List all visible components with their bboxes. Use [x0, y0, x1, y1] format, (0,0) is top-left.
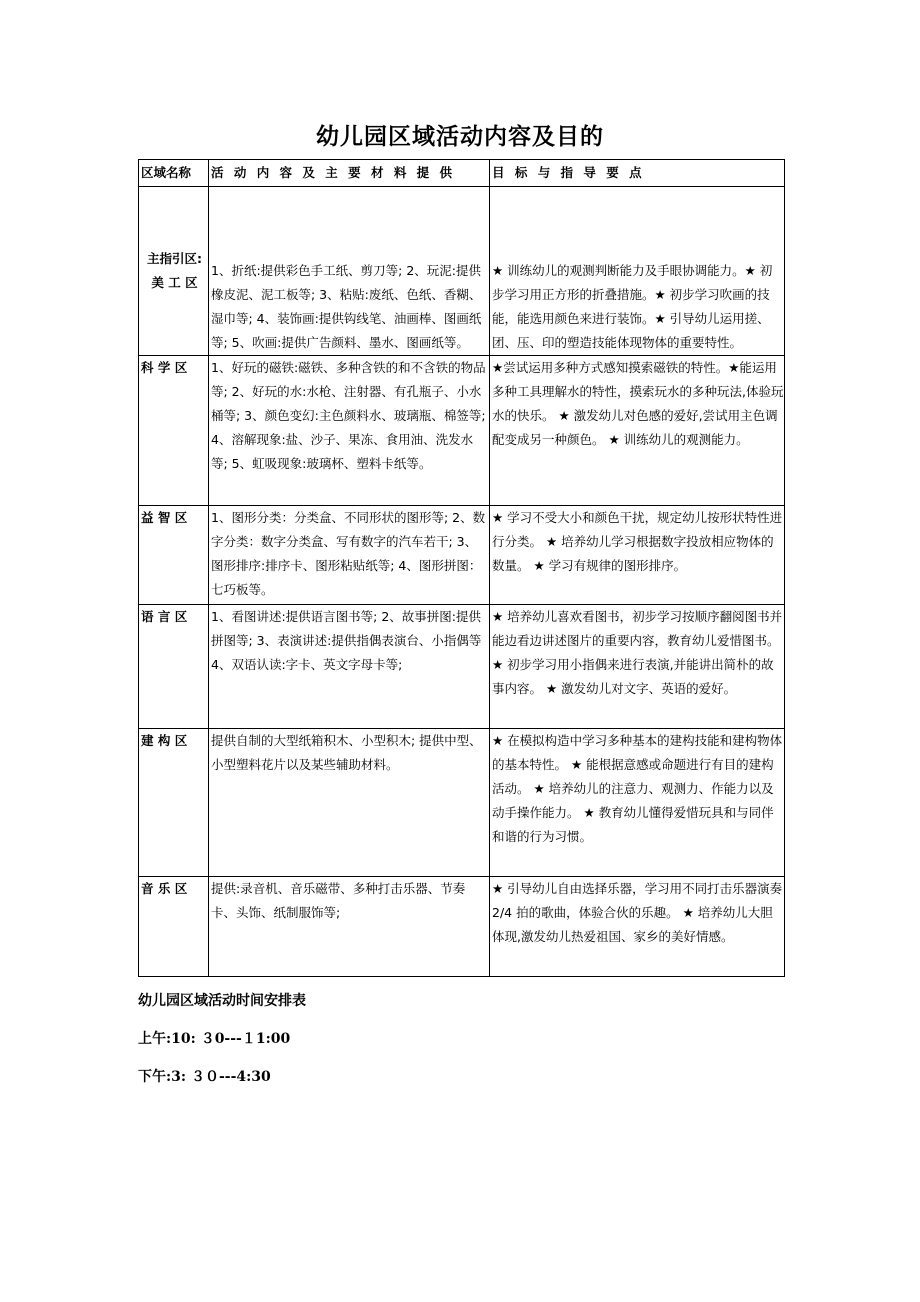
schedule-morning: 上午:10: ３0---１1:00 [138, 1031, 291, 1047]
goals-cell: ★ 学习不受大小和颜色干扰，规定幼儿按形状特性进行分类。 ★ 培养幼儿学习根据数字投放相应物体的数量。 ★ 学习有规律的图形排序。 [490, 506, 785, 605]
table-row [139, 506, 785, 605]
content-cell: 1、折纸:提供彩色手工纸、剪刀等; 2、玩泥:提供橡皮泥、泥工板等; 3、粘贴:废纸、色纸、香糊、湿巾等; 4、装饰画:提供钩线笔、油画棒、图画纸等; 5、吹画:提供广告颜料、墨水、图画纸等。 [209, 187, 490, 356]
header-content: 活 动 内 容 及 主 要 材 料 提 供 [209, 160, 490, 187]
goals-cell: ★ 引导幼儿自由选择乐器，学习用不同打击乐器演奏 2/4 拍的歌曲，体验合伙的乐趣。 ★ 培养幼儿大胆体现,激发幼儿热爱祖国、家乡的美好情感。 [490, 877, 785, 977]
table-row [139, 877, 785, 977]
zone-name-cell: 科 学 区 [139, 356, 209, 506]
table-row [139, 729, 785, 877]
zone-name-cell: 建 构 区 [139, 729, 209, 877]
zone-name-cell: 音 乐 区 [139, 877, 209, 977]
table-row [139, 605, 785, 729]
goals-cell: ★ 培养幼儿喜欢看图书，初步学习按顺序翻阅图书并能边看边讲述图片的重要内容，教育幼儿爱惜图书。 ★ 初步学习用小指偶来进行表演,并能讲出简朴的故事内容。 ★ 激发幼儿对文字、英语的爱好。 [490, 605, 785, 729]
content-cell: 1、看图讲述:提供语言图书等; 2、故事拼图:提供拼图等; 3、表演讲述:提供指偶表演台、小指偶等 4、双语认读:字卡、英文字母卡等; [209, 605, 490, 729]
goals-cell: ★尝试运用多种方式感知摸索磁铁的特性。★能运用多种工具理解水的特性，摸索玩水的多种玩法,体验玩水的快乐。 ★ 激发幼儿对色感的爱好,尝试用主色调配变成另一种颜色。 ★ 训练幼儿的观测能力。 [490, 356, 785, 506]
schedule-afternoon: 下午:3: ３０---4:30 [138, 1069, 271, 1085]
content-cell: 1、图形分类：分类盒、不同形状的图形等; 2、数字分类：数字分类盒、写有数字的汽车若干; 3、图形排序:排序卡、图形粘贴纸等; 4、图形拼图：七巧板等。 [209, 506, 490, 605]
zone-name-cell: 语 言 区 [139, 605, 209, 729]
content-cell: 提供:录音机、音乐磁带、多种打击乐器、节奏卡、头饰、纸制服饰等; [209, 877, 490, 977]
zone-name-cell: 主指引区:美 工 区 [139, 187, 209, 356]
table-row [139, 356, 785, 506]
content-cell: 1、好玩的磁铁:磁铁、多种含铁的和不含铁的物品等; 2、好玩的水:水枪、注射器、有孔瓶子、小水桶等; 3、颜色变幻:主色颜料水、玻璃瓶、棉签等; 4、溶解现象:盐、沙子、果冻、食用油、洗发水等; 5、虹吸现象:玻璃杯、塑料卡纸等。 [209, 356, 490, 506]
schedule-title: 幼儿园区域活动时间安排表 [138, 993, 306, 1009]
header-goals: 目 标 与 指 导 要 点 [490, 160, 785, 187]
document-title: 幼儿园区域活动内容及目的 [316, 124, 604, 150]
goals-cell: ★ 训练幼儿的观测判断能力及手眼协调能力。★ 初步学习用正方形的折叠措施。★ 初步学习吹画的技能，能选用颜色来进行装饰。★ 引导幼儿运用搓、团、压、印的塑造技能体现物体的重要特性。 [490, 187, 785, 356]
table-header-row [139, 160, 785, 187]
goals-cell: ★ 在模拟构造中学习多种基本的建构技能和建构物体的基本特性。 ★ 能根据意感或命题进行有目的建构活动。 ★ 培养幼儿的注意力、观测力、作能力以及动手操作能力。 ★ 教育幼儿懂得爱惜玩具和与同伴和谐的行为习惯。 [490, 729, 785, 877]
zone-name-cell: 益 智 区 [139, 506, 209, 605]
header-zone-name: 区域名称 [139, 160, 209, 187]
activity-table [138, 159, 785, 977]
content-cell: 提供自制的大型纸箱积木、小型积木; 提供中型、小型塑料花片以及某些辅助材料。 [209, 729, 490, 877]
table-row [139, 187, 785, 356]
